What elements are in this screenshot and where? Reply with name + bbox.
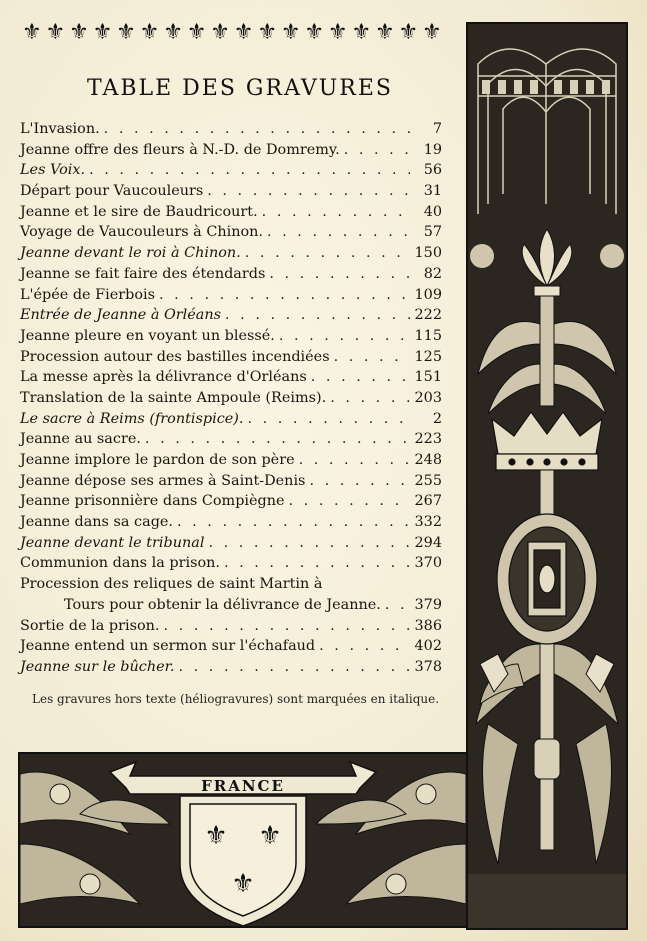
entry-page-number: 109 (414, 286, 442, 303)
toc-entry (20, 140, 442, 161)
entry-page-number: 31 (423, 183, 442, 200)
entry-page-number: 57 (423, 224, 442, 241)
dot-leader (245, 243, 410, 264)
toc-entry (20, 429, 442, 450)
dot-leader (319, 636, 410, 657)
dot-leader (207, 181, 410, 202)
entry-title: Les Voix. (20, 162, 86, 179)
dot-leader (311, 367, 410, 388)
entry-page-number: 370 (414, 555, 442, 572)
entry-page-number: 248 (414, 452, 442, 468)
toc-entry (20, 491, 442, 512)
entry-title: Jeanne dans sa cage. (20, 514, 173, 531)
fleur-de-lis-icon: ⚜ (422, 20, 442, 45)
dot-leader (247, 409, 410, 430)
dot-leader (269, 264, 410, 285)
shield-with-fleurs-de-lis-icon (18, 752, 468, 928)
toc-entry (20, 181, 442, 202)
toc-entry (20, 222, 442, 243)
toc-entry (20, 347, 442, 368)
fleur-de-lis-crown-ornament-icon (466, 22, 628, 930)
entry-title: Jeanne entend un sermon sur l'échafaud (20, 638, 316, 655)
fleur-de-lis-icon: ⚜ (45, 20, 66, 45)
banner-label: FRANCE (201, 777, 285, 795)
entry-page-number: 82 (423, 265, 442, 282)
fleur-de-lis-icon: ⚜ (233, 20, 254, 45)
page-title: TABLE DES GRAVURES (86, 76, 393, 101)
fleur-de-lis-icon: ⚜ (374, 20, 395, 45)
entry-title: Jeanne sur le bûcher. (20, 658, 175, 675)
toc-entry (20, 595, 442, 616)
entry-page-number: 223 (414, 431, 442, 448)
entry-title: Jeanne devant le tribunal (20, 534, 205, 551)
entry-title: Procession des reliques de saint Martin à (20, 576, 323, 593)
fleur-de-lis-icon: ⚜ (351, 20, 372, 45)
toc-entry (20, 243, 442, 264)
fleur-de-lis-icon: ⚜ (280, 20, 301, 45)
fleur-de-lis-icon: ⚜ (139, 20, 160, 45)
entry-title: Jeanne prisonnière dans Compiègne (20, 493, 285, 510)
entry-title: Jeanne pleure en voyant un blessé. (20, 327, 275, 344)
toc-entry (20, 367, 442, 388)
fleur-de-lis-icon: ⚜ (210, 20, 230, 45)
entry-title: Sortie de la prison. (20, 617, 160, 634)
fleur-de-lis-icon: ⚜ (69, 20, 89, 45)
fleur-de-lis-icon: ⚜ (22, 20, 42, 45)
entry-title: Translation de la sainte Ampoule (Reims). (20, 389, 327, 406)
entry-page-number: 255 (414, 472, 442, 489)
toc-entry (20, 533, 442, 554)
dot-leader (89, 160, 410, 181)
dot-leader (224, 553, 410, 574)
toc-entry (20, 409, 442, 430)
entry-title: Jeanne devant le roi à Chinon. (20, 245, 241, 262)
toc-entry (20, 119, 442, 140)
dot-leader (330, 388, 410, 409)
italic-footnote: Les gravures hors texte (héliogravures) sont marquées en italique. (32, 692, 440, 706)
entry-page-number: 294 (414, 534, 442, 551)
entry-title: L'épée de Fierbois (20, 286, 155, 303)
svg-text:⚜: ⚜ (231, 869, 255, 899)
fleur-de-lis-icon: ⚜ (257, 20, 278, 45)
fleur-de-lis-icon: ⚜ (92, 20, 113, 45)
entry-page-number: 386 (414, 617, 442, 634)
entry-page-number: 222 (414, 307, 442, 324)
svg-text:⚜: ⚜ (204, 821, 228, 851)
entry-page-number: 332 (414, 514, 442, 531)
entry-page-number: 19 (423, 141, 442, 158)
toc-entry (20, 388, 442, 409)
entry-page-number: 125 (414, 348, 442, 365)
entry-title: Jeanne se fait faire des étendards (20, 265, 266, 282)
fleur-de-lis-icon: ⚜ (304, 20, 325, 45)
entry-title: Jeanne au sacre. (20, 431, 141, 448)
entry-page-number: 56 (423, 162, 442, 179)
dot-leader (279, 326, 410, 347)
entry-page-number: 150 (414, 245, 442, 262)
dot-leader (385, 595, 410, 616)
toc-entry (20, 657, 442, 678)
fleur-de-lis-border (22, 18, 442, 48)
toc-entry (20, 512, 442, 533)
entry-title: Jeanne dépose ses armes à Saint-Denis (20, 472, 306, 489)
entry-page-number: 402 (414, 638, 442, 655)
dot-leader (164, 616, 410, 637)
entry-title: Jeanne et le sire de Baudricourt. (20, 203, 258, 220)
entry-title: La messe après la délivrance d'Orléans (20, 369, 307, 386)
toc-entry (20, 616, 442, 637)
entry-page-number: 378 (414, 658, 442, 675)
toc-entry (20, 202, 442, 223)
entry-title: Tours pour obtenir la délivrance de Jeanne. (64, 596, 381, 613)
dot-leader (208, 533, 410, 554)
dot-leader (159, 285, 410, 306)
entry-title: Jeanne offre des fleurs à N.-D. de Domremy. (20, 141, 340, 158)
entry-page-number: 203 (414, 389, 442, 406)
dot-leader (289, 491, 410, 512)
dot-leader (344, 140, 410, 161)
dot-leader (179, 657, 411, 678)
toc-entry (20, 285, 442, 306)
dot-leader (145, 429, 410, 450)
entry-page-number: 7 (432, 121, 442, 137)
entry-title: Jeanne implore le pardon de son père (20, 452, 295, 468)
entry-title: Départ pour Vaucouleurs (20, 183, 204, 200)
dot-leader (262, 202, 410, 223)
entry-title: Procession autour des bastilles incendiées (20, 348, 330, 365)
fleur-de-lis-icon: ⚜ (327, 20, 348, 45)
dot-leader (309, 471, 410, 492)
dot-leader (334, 347, 410, 368)
entry-page-number: 151 (414, 369, 442, 386)
entry-title: Entrée de Jeanne à Orléans (20, 307, 222, 324)
entry-page-number: 2 (432, 410, 442, 427)
entry-title: Le sacre à Reims (frontispice). (20, 410, 244, 427)
fleur-de-lis-icon: ⚜ (163, 20, 183, 45)
fleur-de-lis-icon: ⚜ (186, 20, 207, 45)
entry-title: Voyage de Vaucouleurs à Chinon. (20, 224, 263, 241)
table-of-engravings (20, 119, 442, 678)
entry-page-number: 267 (414, 493, 442, 510)
entry-page-number: 379 (414, 596, 442, 613)
dot-leader (225, 305, 410, 326)
toc-entry (20, 326, 442, 347)
dot-leader (267, 222, 410, 243)
toc-entry (20, 305, 442, 326)
toc-entry (20, 160, 442, 181)
toc-entry (20, 450, 442, 471)
toc-entry (20, 471, 442, 492)
toc-entry (20, 264, 442, 285)
entry-page-number: 40 (423, 203, 442, 220)
dot-leader (104, 119, 410, 140)
toc-entry (20, 553, 442, 574)
entry-page-number: 115 (414, 327, 442, 344)
fleur-de-lis-icon: ⚜ (116, 20, 136, 45)
fleur-de-lis-icon: ⚜ (398, 20, 419, 45)
dot-leader (177, 512, 410, 533)
svg-text:⚜: ⚜ (258, 821, 282, 851)
toc-entry (20, 574, 442, 595)
entry-title: Communion dans la prison. (20, 555, 220, 572)
entry-title: L'Invasion. (20, 121, 100, 137)
dot-leader (299, 450, 410, 471)
toc-entry (20, 636, 442, 657)
